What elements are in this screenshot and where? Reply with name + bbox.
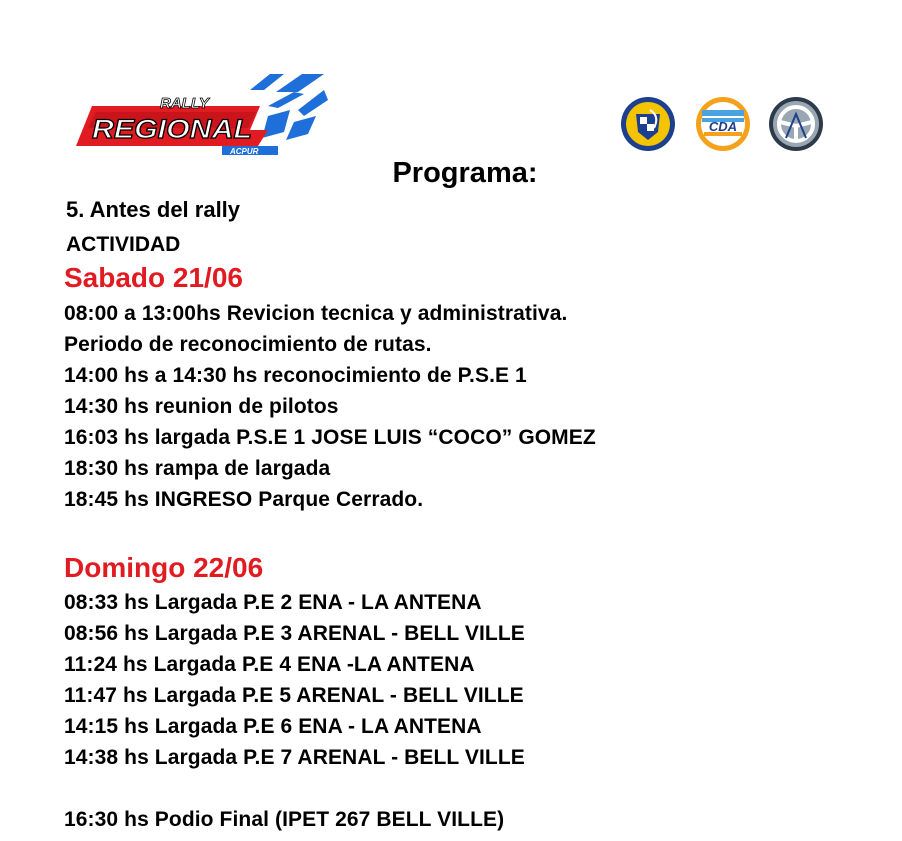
federation-seal-icon: [620, 96, 676, 152]
schedule-item: 18:30 hs rampa de largada: [64, 457, 331, 480]
schedule-item: 16:03 hs largada P.S.E 1 JOSE LUIS “COCO” GOMEZ: [64, 426, 596, 449]
schedule-item: 11:24 hs Largada P.E 4 ENA -LA ANTENA: [64, 653, 475, 676]
day-title-saturday: Sabado 21/06: [64, 262, 243, 293]
schedule-item: 14:00 hs a 14:30 hs reconocimiento de P.S.E 1: [64, 364, 527, 387]
cda-seal-icon: [695, 96, 751, 152]
schedule-item: Periodo de reconocimiento de rutas.: [64, 333, 432, 356]
rally-regional-logo: [72, 72, 330, 160]
logo-brand-top: RALLY: [160, 95, 209, 112]
schedule-item: 18:45 hs INGRESO Parque Cerrado.: [64, 488, 424, 511]
schedule-item: 08:00 a 13:00hs Revicion tecnica y administrativa.: [64, 302, 568, 325]
page-title: Programa:: [392, 157, 538, 189]
activity-heading: ACTIVIDAD: [66, 233, 181, 256]
schedule-item: 11:47 hs Largada P.E 5 ARENAL - BELL VILLE: [64, 684, 524, 707]
schedule-item: 08:56 hs Largada P.E 3 ARENAL - BELL VILLE: [64, 622, 525, 645]
steering-wheel-seal-icon: [768, 96, 824, 152]
section-heading: 5. Antes del rally: [66, 197, 241, 222]
schedule-item: 14:30 hs reunion de pilotos: [64, 395, 339, 418]
logo-brand-sub: ACPUR: [230, 147, 259, 156]
closing-item: 16:30 hs Podio Final (IPET 267 BELL VILLE): [64, 808, 505, 831]
day-title-sunday: Domingo 22/06: [64, 552, 264, 583]
schedule-item: 14:15 hs Largada P.E 6 ENA - LA ANTENA: [64, 715, 482, 738]
cda-seal-text: CDA: [708, 119, 738, 134]
logo-brand-main: REGIONAL: [92, 114, 252, 144]
schedule-item: 14:38 hs Largada P.E 7 ARENAL - BELL VILLE: [64, 746, 525, 769]
schedule-item: 08:33 hs Largada P.E 2 ENA - LA ANTENA: [64, 591, 482, 614]
